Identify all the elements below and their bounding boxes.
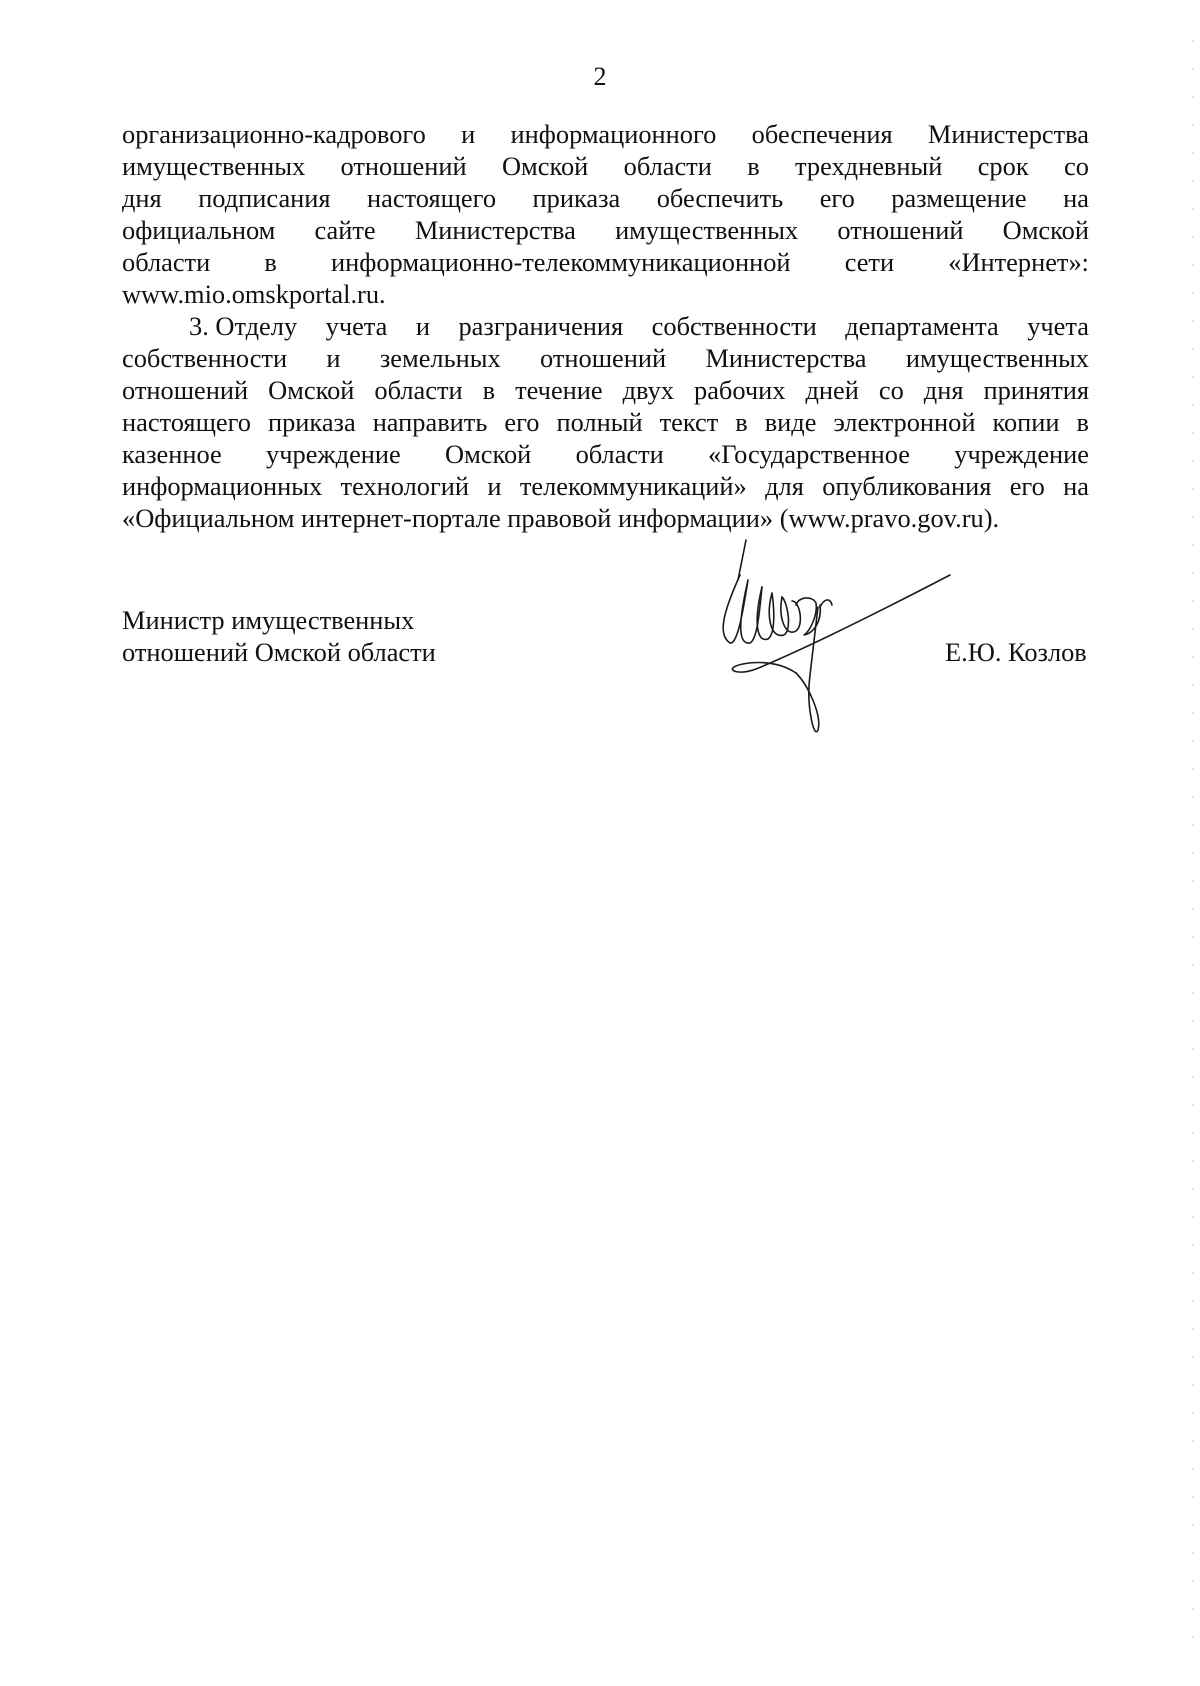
word: его	[819, 183, 855, 213]
word: казенное	[122, 439, 222, 469]
word: разграничения	[458, 311, 624, 341]
word: в	[482, 375, 496, 405]
justified-text-line	[122, 470, 1089, 502]
signatory-position-line: отношений Омской области	[122, 637, 436, 667]
word: сети	[844, 247, 895, 277]
word: области	[575, 439, 664, 469]
word: обеспечить	[656, 183, 784, 213]
word: дня	[122, 183, 162, 213]
justified-text-line	[122, 438, 1089, 470]
word: приказа	[267, 407, 356, 437]
word: размещение	[891, 183, 1027, 213]
justified-text-line	[122, 310, 1089, 342]
word: Министерства	[705, 343, 867, 373]
word: Омской	[268, 375, 355, 405]
word: Омской	[1002, 215, 1089, 245]
word: копии	[992, 407, 1060, 437]
word: «Интернет»:	[948, 247, 1089, 277]
word: на	[1063, 471, 1089, 501]
word: отношений	[122, 375, 249, 405]
word: Министерства	[414, 215, 576, 245]
word: информационных	[122, 471, 323, 501]
paragraph-last-line: www.mio.omskportal.ru.	[122, 279, 386, 309]
page-number: 2	[593, 62, 607, 91]
word: технологий	[340, 471, 470, 501]
word: области	[623, 151, 712, 181]
justified-text-line	[122, 342, 1089, 374]
word: подписания	[198, 183, 331, 213]
word: и	[461, 119, 476, 149]
word: приказа	[532, 183, 621, 213]
word: учета	[1027, 311, 1089, 341]
justified-text-line	[122, 214, 1089, 246]
word: дня	[923, 375, 964, 405]
word: для	[765, 471, 804, 501]
word: отношений	[837, 215, 964, 245]
word: имущественных	[615, 215, 799, 245]
word: полный	[556, 407, 643, 437]
word: учета	[325, 311, 388, 341]
word: земельных	[379, 343, 501, 373]
word: дней	[805, 375, 859, 405]
word: в	[1076, 407, 1089, 437]
word: и	[326, 343, 341, 373]
justified-text-line	[122, 374, 1089, 406]
word: учреждение	[266, 439, 401, 469]
word: департамента	[845, 311, 999, 341]
scan-edge-artifact	[1192, 40, 1194, 1640]
word: Омской	[501, 151, 589, 181]
document-body	[122, 118, 1089, 534]
word: текст	[659, 407, 719, 437]
word: информационно-телекоммуникационной	[331, 247, 791, 277]
word: виде	[764, 407, 817, 437]
signatory-position-line: Министр имущественных	[122, 605, 415, 635]
word: обеспечения	[751, 119, 893, 149]
handwritten-signature	[700, 535, 960, 745]
word: имущественных	[905, 343, 1089, 373]
word: в	[264, 247, 277, 277]
word: учреждение	[954, 439, 1089, 469]
word: со	[878, 375, 904, 405]
word: в	[735, 407, 748, 437]
word: течение	[515, 375, 603, 405]
word: на	[1063, 183, 1089, 213]
word: и	[487, 471, 502, 501]
word: Омской	[445, 439, 532, 469]
word: собственности	[122, 343, 288, 373]
justified-text-line	[122, 246, 1089, 278]
justified-text-line	[122, 118, 1089, 150]
word: официальном	[122, 215, 276, 245]
word: отношений	[540, 343, 667, 373]
word: собственности	[651, 311, 817, 341]
paragraph-item-3	[122, 310, 1089, 502]
word: информационного	[510, 119, 717, 149]
word: и	[415, 311, 430, 341]
word: Министерства	[927, 119, 1089, 149]
signatory-position	[122, 604, 436, 668]
word: организационно-кадрового	[122, 119, 426, 149]
word: срок	[977, 151, 1029, 181]
paragraph-publication-order	[122, 118, 1089, 278]
justified-text-line	[122, 182, 1089, 214]
word: сайте	[314, 215, 376, 245]
word: «Государственное	[708, 439, 911, 469]
word: 3. Отделу	[189, 311, 298, 341]
justified-text-line	[122, 406, 1089, 438]
signatory-name: Е.Ю. Козлов	[945, 637, 1087, 667]
word: в	[747, 151, 760, 181]
word: его	[1009, 471, 1045, 501]
word: области	[122, 247, 211, 277]
word: отношений	[340, 151, 467, 181]
word: опубликования	[822, 471, 992, 501]
word: области	[374, 375, 463, 405]
word: настоящего	[122, 407, 251, 437]
word: телекоммуникаций»	[519, 471, 747, 501]
justified-text-line	[122, 150, 1089, 182]
word: трехдневный	[795, 151, 943, 181]
word: принятия	[983, 375, 1089, 405]
word: электронной	[833, 407, 976, 437]
word: со	[1064, 151, 1089, 181]
word: настоящего	[367, 183, 497, 213]
word: имущественных	[122, 151, 306, 181]
paragraph-last-line: «Официальном интернет-портале правовой информации» (www.pravo.gov.ru).	[122, 503, 1000, 533]
word: рабочих	[694, 375, 786, 405]
word: двух	[622, 375, 675, 405]
word: направить	[372, 407, 488, 437]
word: его	[504, 407, 540, 437]
